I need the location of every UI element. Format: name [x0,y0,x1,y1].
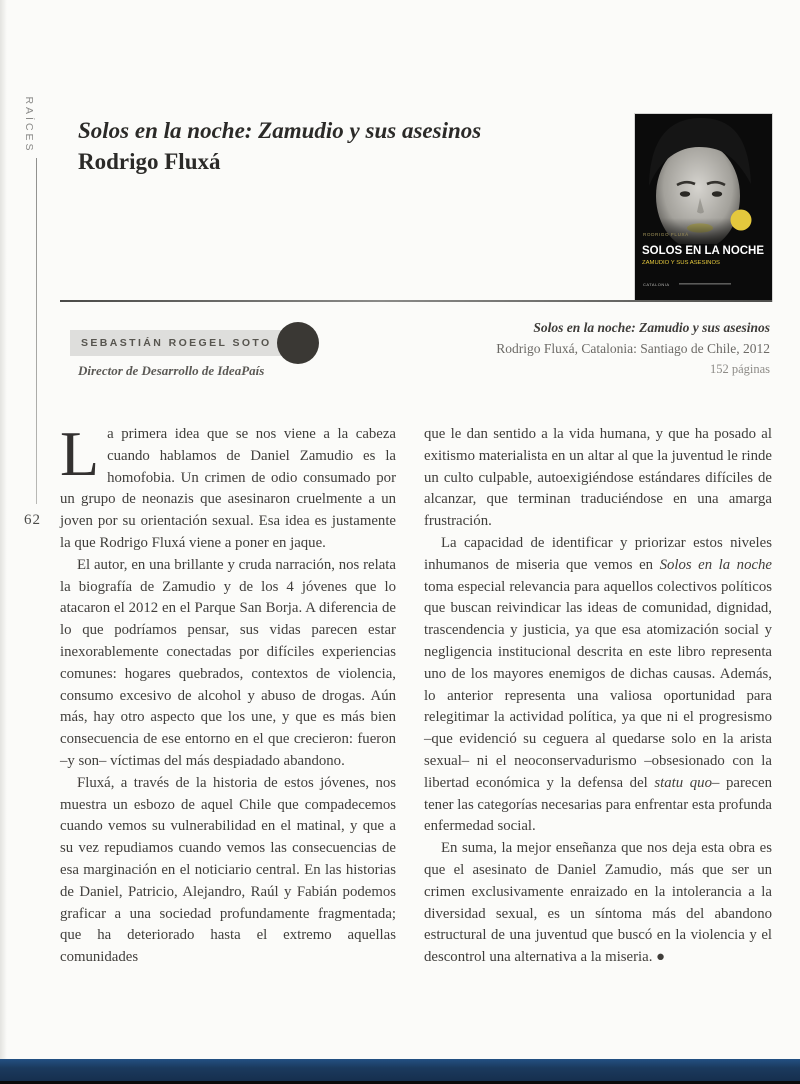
footer-bar [0,1059,800,1084]
cover-yellow-sticker [731,210,752,231]
reviewer-name: SEBASTIÁN ROEGEL SOTO [81,337,272,349]
paragraph: El autor, en una brillante y cruda narración, nos relata la biografía de Zamudio y de los 4 jóvenes que lo atacaron el 2012 en el Parque San Borja. A diferencia de lo que podríamos pensar, sus vidas parecen estar inexorablemente conectadas por difíciles experiencias comunes: hogares quebrados, contextos de violencia, consumo excesivo de alcohol y abuso de drogas. Aún más, hay otro aspecto que los une, y que es más bien consecuencia de ese entorno en el que crecieron: fueron –y son– víctimas del más despiadado abandono. [60,556,396,769]
article-author: Rodrigo Fluxá [78,149,221,174]
reviewer-name-bar [70,330,284,356]
paragraph: que le dan sentido a la vida humana, y que ha posado al exitismo materialista en un altar al que la juventud le rinde un culto culpable, autoexigiéndose estándares difíciles de alcanzar, que terminan traduciéndose en una amarga frustración. [424,426,772,530]
cover-title-text: SOLOS EN LA NOCHE [642,245,765,257]
drop-cap: L [60,418,100,489]
paragraph: Fluxá, a través de la historia de estos jóvenes, nos muestra un esbozo de aquel Chile que compadecemos cuando vemos su vulnerabilidad en el matinal, y que a su vez repudiamos cuando vemos las consecuencias de esa marginación en el noticiario central. En las historias de Daniel, Patricio, Alejandro, Raúl y Fabián podemos graficar a una sociedad profundamente fragmentada; que ha deteriorado hasta el extremo aquellas comunidades [60,774,396,966]
book-info-title: Solos en la noche: Zamudio y sus asesinos [533,320,770,335]
book-info-edition: Rodrigo Fluxá, Catalonia: Santiago de Chile, 2012 [496,341,770,356]
reviewer-role: Director de Desarrollo de IdeaPaís [78,363,265,378]
cover-eye-right [712,191,722,197]
paragraph: La primera idea que se nos viene a la cabeza cuando hablamos de Daniel Zamudio es la homofobia. Un crimen de odio consumado por un grupo de neonazis que asesinaron cruelmente a un joven por su orientación sexual. Esa idea es justamente la que Rodrigo Fluxá viene a poner en jaque. [60,418,396,551]
reviewer-avatar [277,322,319,364]
sidebar-divider-line [36,158,37,504]
cover-subtitle-text: ZAMUDIO Y SUS ASESINOS [642,260,721,266]
book-cover [635,114,772,301]
article-column-left [60,418,396,969]
cover-author-text: RODRIGO FLUXÁ [643,232,689,237]
book-info [496,317,770,379]
article-title: Solos en la noche: Zamudio y sus asesinos [78,118,482,143]
scan-edge-shadow [0,0,7,1084]
article-body [60,418,773,969]
cover-publisher-text: CATALONIA [643,282,670,287]
paragraph: En suma, la mejor enseñanza que nos deja esta obra es que el asesinato de Daniel Zamudio, más que ser un crimen exclusivamente enraizado en la intolerancia a la diversidad sexual, es un síntoma más del abandono estructural de una juventud que buscó en la violencia y el descontrol una alternativa a la miseria. ● [424,840,772,966]
cover-publisher-rule [679,283,731,285]
horizontal-rule [60,300,772,302]
page-number: 62 [24,512,41,528]
section-label: RAÍCES [23,96,35,154]
article-header [78,116,618,178]
paragraph: La capacidad de identificar y priorizar estos niveles inhumanos de miseria que vemos en Solos en la noche toma especial relevancia para aquellos colectivos políticos que buscan reivindicar las ideas de comunidad, dignidad, trascendencia y justicia, ya que esa atomización social y negligencia institucional descrita en este libro representa uno de los mayores enemigos de dichas causas. Además, lo anterior representa una valiosa oportunidad para relegitimar la actividad política, ya que ni el progresismo –que evidenció su ceguera al quedarse solo en la arista sexual– ni el neoconservadurismo –obsesionado con la libertad económica y la defensa del statu quo– parecen tener las categorías necesarias para enfrentar esta profunda enfermedad social. [424,534,773,835]
cover-eye-left [680,191,690,197]
article-column-right [424,424,772,969]
book-cover-art [635,114,772,301]
book-info-pages: 152 páginas [709,362,770,376]
